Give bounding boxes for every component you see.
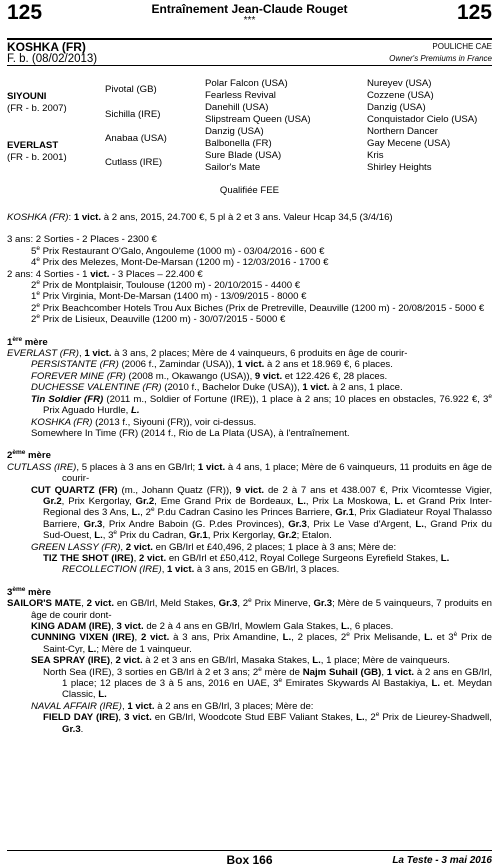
record-3yo: 3 ans: 2 Sorties - 2 Places - 2300 €	[7, 234, 157, 246]
pedigree-g3: Polar Falcon (USA)	[205, 78, 288, 89]
box-number: Box 166	[226, 853, 273, 867]
dam-record: SAILOR'S MATE, 2 vict. en GB/Irl, Meld Stakes, Gr.3, 2e Prix Minerve, Gr.3; Mère de 5 vainqueurs, 7 produits en âge de courir dont-	[7, 597, 492, 621]
produce-line: SEA SPRAY (IRE), 2 vict. à 2 et 3 ans en GB/Irl, Masaka Stakes, L., 1 place; Mère de vainqueurs.	[31, 655, 450, 667]
sale-venue-date: La Teste - 3 mai 2016	[392, 855, 492, 866]
race-line: 2e Prix de Lisieux, Deauville (1200 m) - 30/07/2015 - 5000 €	[31, 313, 286, 326]
premium-note: Owner's Premiums in France	[389, 54, 492, 63]
dam-record: CUTLASS (IRE), 5 places à 3 ans en GB/Irl; 1 vict. à 4 ans, 1 place; Mère de 6 vainqueurs, 11 produits en âge de courir-	[7, 461, 492, 485]
pedigree-g2: Anabaa (USA)	[105, 133, 167, 144]
pedigree-g4: Conquistador Cielo (USA)	[367, 114, 478, 125]
pedigree-sire: SIYOUNI	[7, 91, 47, 102]
pedigree-g3: Sailor's Mate	[205, 162, 261, 173]
section-third-dam: 3ème mère	[7, 585, 51, 598]
produce-line: TIZ THE SHOT (IRE), 2 vict. en GB/Irl et £50,412, Royal College Surgeons Eyrefield Stakes, L.	[43, 552, 450, 564]
produce-line: FIELD DAY (IRE), 3 vict. en GB/Irl, Woodcote Stud EBF Valiant Stakes, L., 2e Prix de Lieurey-Shadwell, Gr.3.	[43, 711, 492, 735]
pedigree-g4: Shirley Heights	[367, 162, 432, 173]
race-line: 2e Prix Beachcomber Hotels Trou Aux Biches (Prix de Pretreville, Deauville (1200 m) - 20/08/2015 - 5000 €	[31, 301, 485, 314]
produce-line: KOSHKA (FR) (2013 f., Siyouni (FR)), voir ci-dessus.	[31, 416, 257, 428]
horse-identity	[7, 38, 492, 66]
pedigree-g4: Danzig (USA)	[367, 102, 426, 113]
stars-rating: ***	[243, 15, 256, 26]
section-second-dam: 2ème mère	[7, 449, 51, 462]
pedigree-g4: Nureyev (USA)	[367, 78, 432, 89]
horse-info: F. b. (08/02/2013)	[7, 53, 98, 65]
produce-line: DUCHESSE VALENTINE (FR) (2010 f., Bachelor Duke (USA)), 1 vict. à 2 ans, 1 place.	[31, 382, 403, 394]
pedigree-g3: Slipstream Queen (USA)	[205, 114, 311, 125]
section-first-dam: 1ère mère	[7, 335, 48, 348]
page-footer	[7, 850, 492, 866]
pedigree-g3: Sure Blade (USA)	[205, 150, 282, 161]
produce-line: KING ADAM (IRE), 3 vict. de 2 à 4 ans en GB/Irl, Mowlem Gala Stakes, L., 6 places.	[31, 621, 394, 632]
pedigree-table	[7, 76, 499, 180]
race-summary: KOSHKA (FR): 1 vict. à 2 ans, 2015, 24.700 €, 5 pl à 2 et 3 ans. Valeur Hcap 34,5 (3/4/16)	[7, 212, 393, 223]
pedigree-sire-info: (FR - b. 2007)	[7, 103, 67, 114]
pedigree-dam: EVERLAST	[7, 140, 59, 151]
pedigree-g2: Pivotal (GB)	[105, 84, 157, 95]
produce-line: NAVAL AFFAIR (IRE), 1 vict. à 2 ans en GB/Irl, 3 places; Mère de:	[31, 700, 314, 712]
produce-line: CUNNING VIXEN (IRE), 2 vict. à 3 ans, Prix Amandine, L., 2 places, 2e Prix Melisande, L. et $3^è$ Prix de Saint-Cyr, L.; Mère de 1 vainqueur.	[31, 631, 492, 655]
pedigree-g3: Danehill (USA)	[205, 102, 269, 113]
produce-line: Somewhere In Time (FR) (2014 f., Rio de La Plata (USA), à l'entraînement.	[31, 427, 350, 439]
pedigree-g4: Cozzene (USA)	[367, 90, 434, 101]
pedigree-g2: Cutlass (IRE)	[105, 157, 163, 168]
lot-number-left: 125	[7, 1, 43, 24]
catalogue-body	[7, 212, 492, 735]
qualification: Qualifiée FEE	[219, 185, 280, 196]
pedigree-g3: Danzig (USA)	[205, 126, 264, 137]
record-2yo: 2 ans: 4 Sorties - 1 vict. - 3 Places – 22.400 €	[7, 268, 203, 280]
produce-line: GREEN LASSY (FR), 2 vict. en GB/Irl et £40,496, 2 places; 1 place à 3 ans; Mère de:	[31, 541, 397, 553]
produce-line: RECOLLECTION (IRE), 1 vict. à 3 ans, 2015 en GB/Irl, 3 places.	[62, 564, 340, 576]
page-header	[7, 2, 492, 36]
dam-record: EVERLAST (FR), 1 vict. à 3 ans, 2 places; Mère de 4 vainqueurs, 6 produits en âge de courir-	[7, 348, 408, 360]
race-line: 4e Prix des Melezes, Mont-De-Marsan (1200 m) - 12/03/2016 - 1700 €	[31, 256, 329, 269]
produce-line: Tin Soldier (FR) (2011 m., Soldier of Fortune (IRE)), 1 place à 2 ans; 10 places en obstacles, 76.922 €, 3e Prix Aguado Hurdle, L.	[31, 392, 492, 417]
race-line: 2e Prix de Montplaisir, Toulouse (1200 m) - 20/10/2015 - 4400 €	[31, 278, 301, 292]
pedigree-g4: Gay Mecene (USA)	[367, 138, 451, 149]
race-line: 1e Prix Virginia, Mont-De-Marsan (1400 m) - 13/09/2015 - 8000 €	[31, 290, 307, 303]
horse-name: KOSHKA (FR)	[7, 40, 86, 54]
horse-sex: POULICHE CAE	[432, 42, 492, 51]
pedigree-g2: Sichilla (IRE)	[105, 109, 161, 120]
pedigree-g3: Balbonella (FR)	[205, 138, 272, 149]
produce-line: PERSISTANTE (FR) (2006 f., Zamindar (USA)), 1 vict. à 2 ans et 18.969 €, 6 places.	[31, 359, 393, 371]
pedigree-g3: Fearless Revival	[205, 90, 276, 101]
consignor-name: Entraînement Jean-Claude Rouget	[151, 2, 348, 16]
produce-line: FOREVER MINE (FR) (2008 m., Okawango (USA)), 9 vict. et 122.426 €, 28 places.	[31, 370, 388, 382]
pedigree-g4: Northern Dancer	[367, 126, 438, 137]
produce-line: North Sea (IRE), 3 sorties en GB/Irl à 2 et 3 ans; 2e mère de Najm Suhail (GB), 1 vict. à 2 ans en GB/Irl, 1 place; 12 places de 3 à 5 ans, 2016 en UAE, 3e Emirates Skywards Al Bastakiya, L. et. Meydan Classic, L.	[43, 665, 492, 701]
lot-number-right: 125	[456, 1, 492, 24]
pedigree-dam-info: (FR - b. 2001)	[7, 152, 67, 163]
produce-line: CUT QUARTZ (FR) (m., Johann Quatz (FR)), 9 vict. de 2 à 7 ans et 438.007 €, Prix Vicomtesse Vigier, Gr.2, Prix Kergorlay, Gr.2, Eme Grand Prix de Bordeaux, L., Prix La Moskowa, L. et Grand Prix Inter-Regional des 3 Ans, L., 2e P.du Cadran Casino les Princes Barriere, Gr.1, Prix Gladiateur Royal Thalasso Barriere, Gr.3, Prix Andre Baboin (G. P.des Provinces), Gr.3, Prix Le Vase d'Argent, L., Grand Prix du Sud-Ouest, L., 3e Prix du Cadran, Gr.1, Prix Kergorlay, Gr.2; Etalon.	[31, 484, 493, 542]
race-line: 5e Prix Restaurant O'Galo, Angouleme (1000 m) - 03/04/2016 - 600 €	[31, 244, 325, 257]
pedigree-g4: Kris	[367, 150, 384, 161]
